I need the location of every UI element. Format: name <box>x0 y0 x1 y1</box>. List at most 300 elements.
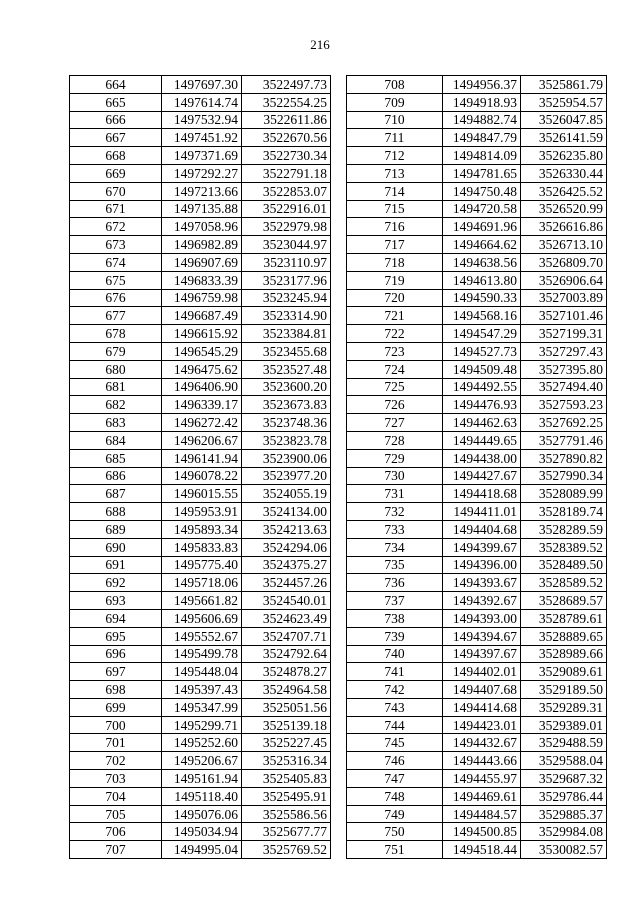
point-number-cell: 701 <box>70 734 162 752</box>
x-coordinate-cell: 1496759.98 <box>162 289 242 307</box>
x-coordinate-cell: 1496339.17 <box>162 396 242 414</box>
point-number-cell: 732 <box>347 503 443 521</box>
y-coordinate-cell: 3527593.23 <box>521 396 607 414</box>
table-row <box>70 271 331 289</box>
table-row <box>70 253 331 271</box>
x-coordinate-cell: 1494568.16 <box>443 307 521 325</box>
x-coordinate-cell: 1496907.69 <box>162 253 242 271</box>
y-coordinate-cell: 3524540.01 <box>242 592 331 610</box>
table-row <box>70 752 331 770</box>
y-coordinate-cell: 3529189.50 <box>521 681 607 699</box>
x-coordinate-cell: 1496475.62 <box>162 360 242 378</box>
coordinates-table-right <box>346 75 607 859</box>
table-row <box>70 76 331 94</box>
x-coordinate-cell: 1495206.67 <box>162 752 242 770</box>
table-row <box>347 147 607 165</box>
x-coordinate-cell: 1494882.74 <box>443 111 521 129</box>
x-coordinate-cell: 1496272.42 <box>162 414 242 432</box>
x-coordinate-cell: 1496545.29 <box>162 342 242 360</box>
point-number-cell: 699 <box>70 698 162 716</box>
table-row <box>347 770 607 788</box>
x-coordinate-cell: 1496982.89 <box>162 236 242 254</box>
y-coordinate-cell: 3527199.31 <box>521 325 607 343</box>
table-row <box>347 218 607 236</box>
y-coordinate-cell: 3522979.98 <box>242 218 331 236</box>
x-coordinate-cell: 1494427.67 <box>443 467 521 485</box>
y-coordinate-cell: 3527395.80 <box>521 360 607 378</box>
x-coordinate-cell: 1494469.61 <box>443 787 521 805</box>
y-coordinate-cell: 3524294.06 <box>242 538 331 556</box>
x-coordinate-cell: 1494455.97 <box>443 770 521 788</box>
y-coordinate-cell: 3524134.00 <box>242 503 331 521</box>
table-row <box>70 467 331 485</box>
y-coordinate-cell: 3522791.18 <box>242 164 331 182</box>
y-coordinate-cell: 3524213.63 <box>242 520 331 538</box>
y-coordinate-cell: 3526047.85 <box>521 111 607 129</box>
y-coordinate-cell: 3522554.25 <box>242 93 331 111</box>
table-row <box>347 538 607 556</box>
point-number-cell: 731 <box>347 485 443 503</box>
table-row <box>347 592 607 610</box>
point-number-cell: 668 <box>70 147 162 165</box>
x-coordinate-cell: 1497451.92 <box>162 129 242 147</box>
x-coordinate-cell: 1495606.69 <box>162 609 242 627</box>
y-coordinate-cell: 3526809.70 <box>521 253 607 271</box>
table-row <box>70 841 331 859</box>
table-row <box>70 431 331 449</box>
table-row <box>70 627 331 645</box>
y-coordinate-cell: 3528989.66 <box>521 645 607 663</box>
point-number-cell: 667 <box>70 129 162 147</box>
table-row <box>70 574 331 592</box>
y-coordinate-cell: 3527791.46 <box>521 431 607 449</box>
y-coordinate-cell: 3524457.26 <box>242 574 331 592</box>
point-number-cell: 694 <box>70 609 162 627</box>
y-coordinate-cell: 3526141.59 <box>521 129 607 147</box>
table-row <box>70 645 331 663</box>
y-coordinate-cell: 3529984.08 <box>521 823 607 841</box>
x-coordinate-cell: 1494443.66 <box>443 752 521 770</box>
point-number-cell: 738 <box>347 609 443 627</box>
y-coordinate-cell: 3523748.36 <box>242 414 331 432</box>
point-number-cell: 707 <box>70 841 162 859</box>
x-coordinate-cell: 1494394.67 <box>443 627 521 645</box>
point-number-cell: 729 <box>347 449 443 467</box>
x-coordinate-cell: 1494397.67 <box>443 645 521 663</box>
y-coordinate-cell: 3523384.81 <box>242 325 331 343</box>
y-coordinate-cell: 3527890.82 <box>521 449 607 467</box>
y-coordinate-cell: 3526906.64 <box>521 271 607 289</box>
table-row <box>347 503 607 521</box>
table-row <box>347 325 607 343</box>
table-row <box>70 787 331 805</box>
table-row <box>70 485 331 503</box>
x-coordinate-cell: 1496206.67 <box>162 431 242 449</box>
point-number-cell: 666 <box>70 111 162 129</box>
x-coordinate-cell: 1495252.60 <box>162 734 242 752</box>
x-coordinate-cell: 1497058.96 <box>162 218 242 236</box>
x-coordinate-cell: 1496141.94 <box>162 449 242 467</box>
table-row <box>347 823 607 841</box>
point-number-cell: 739 <box>347 627 443 645</box>
x-coordinate-cell: 1494432.67 <box>443 734 521 752</box>
x-coordinate-cell: 1494484.57 <box>443 805 521 823</box>
x-coordinate-cell: 1494995.04 <box>162 841 242 859</box>
table-row <box>347 663 607 681</box>
table-row <box>70 396 331 414</box>
y-coordinate-cell: 3528289.59 <box>521 520 607 538</box>
coordinates-table-left <box>69 75 331 859</box>
x-coordinate-cell: 1494664.62 <box>443 236 521 254</box>
x-coordinate-cell: 1495347.99 <box>162 698 242 716</box>
point-number-cell: 723 <box>347 342 443 360</box>
x-coordinate-cell: 1495034.94 <box>162 823 242 841</box>
y-coordinate-cell: 3529588.04 <box>521 752 607 770</box>
y-coordinate-cell: 3528189.74 <box>521 503 607 521</box>
y-coordinate-cell: 3523044.97 <box>242 236 331 254</box>
x-coordinate-cell: 1494547.29 <box>443 325 521 343</box>
table-row <box>347 627 607 645</box>
point-number-cell: 698 <box>70 681 162 699</box>
point-number-cell: 708 <box>347 76 443 94</box>
y-coordinate-cell: 3529289.31 <box>521 698 607 716</box>
table-row <box>347 681 607 699</box>
table-row <box>70 147 331 165</box>
x-coordinate-cell: 1495161.94 <box>162 770 242 788</box>
table-row <box>70 663 331 681</box>
x-coordinate-cell: 1494590.33 <box>443 289 521 307</box>
x-coordinate-cell: 1495118.40 <box>162 787 242 805</box>
point-number-cell: 669 <box>70 164 162 182</box>
y-coordinate-cell: 3525677.77 <box>242 823 331 841</box>
x-coordinate-cell: 1494404.68 <box>443 520 521 538</box>
x-coordinate-cell: 1494750.48 <box>443 182 521 200</box>
x-coordinate-cell: 1495552.67 <box>162 627 242 645</box>
table-row <box>347 289 607 307</box>
table-row <box>347 787 607 805</box>
point-number-cell: 677 <box>70 307 162 325</box>
table-row <box>347 752 607 770</box>
point-number-cell: 695 <box>70 627 162 645</box>
point-number-cell: 718 <box>347 253 443 271</box>
x-coordinate-cell: 1497371.69 <box>162 147 242 165</box>
point-number-cell: 683 <box>70 414 162 432</box>
x-coordinate-cell: 1494956.37 <box>443 76 521 94</box>
x-coordinate-cell: 1494918.93 <box>443 93 521 111</box>
point-number-cell: 693 <box>70 592 162 610</box>
y-coordinate-cell: 3527101.46 <box>521 307 607 325</box>
y-coordinate-cell: 3528589.52 <box>521 574 607 592</box>
x-coordinate-cell: 1495661.82 <box>162 592 242 610</box>
table-row <box>347 236 607 254</box>
point-number-cell: 735 <box>347 556 443 574</box>
y-coordinate-cell: 3527297.43 <box>521 342 607 360</box>
x-coordinate-cell: 1494613.80 <box>443 271 521 289</box>
point-number-cell: 724 <box>347 360 443 378</box>
point-number-cell: 714 <box>347 182 443 200</box>
y-coordinate-cell: 3526330.44 <box>521 164 607 182</box>
x-coordinate-cell: 1494402.01 <box>443 663 521 681</box>
table-row <box>347 716 607 734</box>
y-coordinate-cell: 3528489.50 <box>521 556 607 574</box>
point-number-cell: 720 <box>347 289 443 307</box>
y-coordinate-cell: 3525227.45 <box>242 734 331 752</box>
y-coordinate-cell: 3526425.52 <box>521 182 607 200</box>
table-row <box>347 111 607 129</box>
point-number-cell: 727 <box>347 414 443 432</box>
x-coordinate-cell: 1494414.68 <box>443 698 521 716</box>
table-row <box>70 111 331 129</box>
point-number-cell: 704 <box>70 787 162 805</box>
table-row <box>347 449 607 467</box>
y-coordinate-cell: 3529488.59 <box>521 734 607 752</box>
x-coordinate-cell: 1495893.34 <box>162 520 242 538</box>
point-number-cell: 697 <box>70 663 162 681</box>
point-number-cell: 747 <box>347 770 443 788</box>
table-row <box>70 325 331 343</box>
y-coordinate-cell: 3526616.86 <box>521 218 607 236</box>
point-number-cell: 686 <box>70 467 162 485</box>
y-coordinate-cell: 3525495.91 <box>242 787 331 805</box>
y-coordinate-cell: 3527990.34 <box>521 467 607 485</box>
x-coordinate-cell: 1494492.55 <box>443 378 521 396</box>
point-number-cell: 737 <box>347 592 443 610</box>
y-coordinate-cell: 3524623.49 <box>242 609 331 627</box>
point-number-cell: 680 <box>70 360 162 378</box>
x-coordinate-cell: 1494392.67 <box>443 592 521 610</box>
x-coordinate-cell: 1494638.56 <box>443 253 521 271</box>
y-coordinate-cell: 3523314.90 <box>242 307 331 325</box>
x-coordinate-cell: 1495775.40 <box>162 556 242 574</box>
table-row <box>347 805 607 823</box>
y-coordinate-cell: 3525051.56 <box>242 698 331 716</box>
y-coordinate-cell: 3525769.52 <box>242 841 331 859</box>
y-coordinate-cell: 3527692.25 <box>521 414 607 432</box>
y-coordinate-cell: 3528389.52 <box>521 538 607 556</box>
table-row <box>70 609 331 627</box>
point-number-cell: 722 <box>347 325 443 343</box>
table-row <box>70 449 331 467</box>
x-coordinate-cell: 1494476.93 <box>443 396 521 414</box>
y-coordinate-cell: 3524055.19 <box>242 485 331 503</box>
x-coordinate-cell: 1495448.04 <box>162 663 242 681</box>
y-coordinate-cell: 3527494.40 <box>521 378 607 396</box>
y-coordinate-cell: 3526520.99 <box>521 200 607 218</box>
table-row <box>347 841 607 859</box>
point-number-cell: 706 <box>70 823 162 841</box>
y-coordinate-cell: 3530082.57 <box>521 841 607 859</box>
table-row <box>347 164 607 182</box>
point-number-cell: 688 <box>70 503 162 521</box>
point-number-cell: 692 <box>70 574 162 592</box>
point-number-cell: 678 <box>70 325 162 343</box>
table-row <box>347 342 607 360</box>
y-coordinate-cell: 3525954.57 <box>521 93 607 111</box>
y-coordinate-cell: 3526235.80 <box>521 147 607 165</box>
y-coordinate-cell: 3523673.83 <box>242 396 331 414</box>
point-number-cell: 675 <box>70 271 162 289</box>
table-row <box>70 129 331 147</box>
table-row <box>70 378 331 396</box>
table-row <box>70 342 331 360</box>
x-coordinate-cell: 1496015.55 <box>162 485 242 503</box>
table-row <box>347 76 607 94</box>
point-number-cell: 726 <box>347 396 443 414</box>
table-row <box>70 823 331 841</box>
x-coordinate-cell: 1494814.09 <box>443 147 521 165</box>
table-row <box>70 592 331 610</box>
coordinates-table-left-body <box>70 76 331 859</box>
table-row <box>347 520 607 538</box>
y-coordinate-cell: 3523823.78 <box>242 431 331 449</box>
y-coordinate-cell: 3523900.06 <box>242 449 331 467</box>
point-number-cell: 681 <box>70 378 162 396</box>
table-row <box>347 396 607 414</box>
point-number-cell: 733 <box>347 520 443 538</box>
x-coordinate-cell: 1494438.00 <box>443 449 521 467</box>
table-row <box>70 360 331 378</box>
y-coordinate-cell: 3525586.56 <box>242 805 331 823</box>
y-coordinate-cell: 3522853.07 <box>242 182 331 200</box>
x-coordinate-cell: 1494847.79 <box>443 129 521 147</box>
x-coordinate-cell: 1495397.43 <box>162 681 242 699</box>
table-row <box>347 734 607 752</box>
point-number-cell: 684 <box>70 431 162 449</box>
point-number-cell: 741 <box>347 663 443 681</box>
table-row <box>70 93 331 111</box>
x-coordinate-cell: 1494500.85 <box>443 823 521 841</box>
y-coordinate-cell: 3525861.79 <box>521 76 607 94</box>
table-row <box>347 200 607 218</box>
table-row <box>347 253 607 271</box>
x-coordinate-cell: 1496615.92 <box>162 325 242 343</box>
x-coordinate-cell: 1494418.68 <box>443 485 521 503</box>
point-number-cell: 665 <box>70 93 162 111</box>
table-row <box>70 681 331 699</box>
y-coordinate-cell: 3526713.10 <box>521 236 607 254</box>
x-coordinate-cell: 1496406.90 <box>162 378 242 396</box>
x-coordinate-cell: 1495076.06 <box>162 805 242 823</box>
point-number-cell: 709 <box>347 93 443 111</box>
point-number-cell: 711 <box>347 129 443 147</box>
point-number-cell: 689 <box>70 520 162 538</box>
y-coordinate-cell: 3523527.48 <box>242 360 331 378</box>
x-coordinate-cell: 1496833.39 <box>162 271 242 289</box>
x-coordinate-cell: 1497532.94 <box>162 111 242 129</box>
point-number-cell: 676 <box>70 289 162 307</box>
table-row <box>347 485 607 503</box>
x-coordinate-cell: 1496078.22 <box>162 467 242 485</box>
y-coordinate-cell: 3528089.99 <box>521 485 607 503</box>
point-number-cell: 743 <box>347 698 443 716</box>
y-coordinate-cell: 3523245.94 <box>242 289 331 307</box>
table-row <box>347 414 607 432</box>
table-row <box>347 360 607 378</box>
point-number-cell: 703 <box>70 770 162 788</box>
table-row <box>347 271 607 289</box>
point-number-cell: 710 <box>347 111 443 129</box>
x-coordinate-cell: 1494393.00 <box>443 609 521 627</box>
table-row <box>347 307 607 325</box>
table-row <box>347 467 607 485</box>
x-coordinate-cell: 1496687.49 <box>162 307 242 325</box>
page-number: 216 <box>310 37 330 52</box>
table-row <box>70 414 331 432</box>
table-row <box>347 182 607 200</box>
point-number-cell: 712 <box>347 147 443 165</box>
table-row <box>347 698 607 716</box>
x-coordinate-cell: 1495299.71 <box>162 716 242 734</box>
point-number-cell: 719 <box>347 271 443 289</box>
y-coordinate-cell: 3523977.20 <box>242 467 331 485</box>
x-coordinate-cell: 1494407.68 <box>443 681 521 699</box>
point-number-cell: 671 <box>70 200 162 218</box>
point-number-cell: 744 <box>347 716 443 734</box>
y-coordinate-cell: 3524964.58 <box>242 681 331 699</box>
table-row <box>70 182 331 200</box>
x-coordinate-cell: 1494396.00 <box>443 556 521 574</box>
coordinates-table-right-body <box>347 76 607 859</box>
table-row <box>70 716 331 734</box>
y-coordinate-cell: 3523177.96 <box>242 271 331 289</box>
y-coordinate-cell: 3529687.32 <box>521 770 607 788</box>
table-row <box>347 93 607 111</box>
table-row <box>70 520 331 538</box>
point-number-cell: 716 <box>347 218 443 236</box>
point-number-cell: 713 <box>347 164 443 182</box>
point-number-cell: 749 <box>347 805 443 823</box>
y-coordinate-cell: 3528689.57 <box>521 592 607 610</box>
table-row <box>70 307 331 325</box>
y-coordinate-cell: 3525316.34 <box>242 752 331 770</box>
x-coordinate-cell: 1494691.96 <box>443 218 521 236</box>
table-row <box>347 431 607 449</box>
y-coordinate-cell: 3529389.01 <box>521 716 607 734</box>
table-row <box>70 164 331 182</box>
y-coordinate-cell: 3523600.20 <box>242 378 331 396</box>
table-row <box>347 129 607 147</box>
table-row <box>347 556 607 574</box>
point-number-cell: 728 <box>347 431 443 449</box>
point-number-cell: 740 <box>347 645 443 663</box>
x-coordinate-cell: 1495953.91 <box>162 503 242 521</box>
point-number-cell: 745 <box>347 734 443 752</box>
table-row <box>347 645 607 663</box>
table-row <box>70 200 331 218</box>
point-number-cell: 717 <box>347 236 443 254</box>
point-number-cell: 673 <box>70 236 162 254</box>
y-coordinate-cell: 3524878.27 <box>242 663 331 681</box>
x-coordinate-cell: 1494449.65 <box>443 431 521 449</box>
x-coordinate-cell: 1497697.30 <box>162 76 242 94</box>
point-number-cell: 730 <box>347 467 443 485</box>
y-coordinate-cell: 3524792.64 <box>242 645 331 663</box>
table-row <box>70 556 331 574</box>
point-number-cell: 721 <box>347 307 443 325</box>
table-row <box>70 289 331 307</box>
x-coordinate-cell: 1495499.78 <box>162 645 242 663</box>
y-coordinate-cell: 3523455.68 <box>242 342 331 360</box>
x-coordinate-cell: 1494509.48 <box>443 360 521 378</box>
point-number-cell: 687 <box>70 485 162 503</box>
point-number-cell: 736 <box>347 574 443 592</box>
point-number-cell: 748 <box>347 787 443 805</box>
point-number-cell: 690 <box>70 538 162 556</box>
point-number-cell: 734 <box>347 538 443 556</box>
point-number-cell: 746 <box>347 752 443 770</box>
x-coordinate-cell: 1495718.06 <box>162 574 242 592</box>
point-number-cell: 691 <box>70 556 162 574</box>
